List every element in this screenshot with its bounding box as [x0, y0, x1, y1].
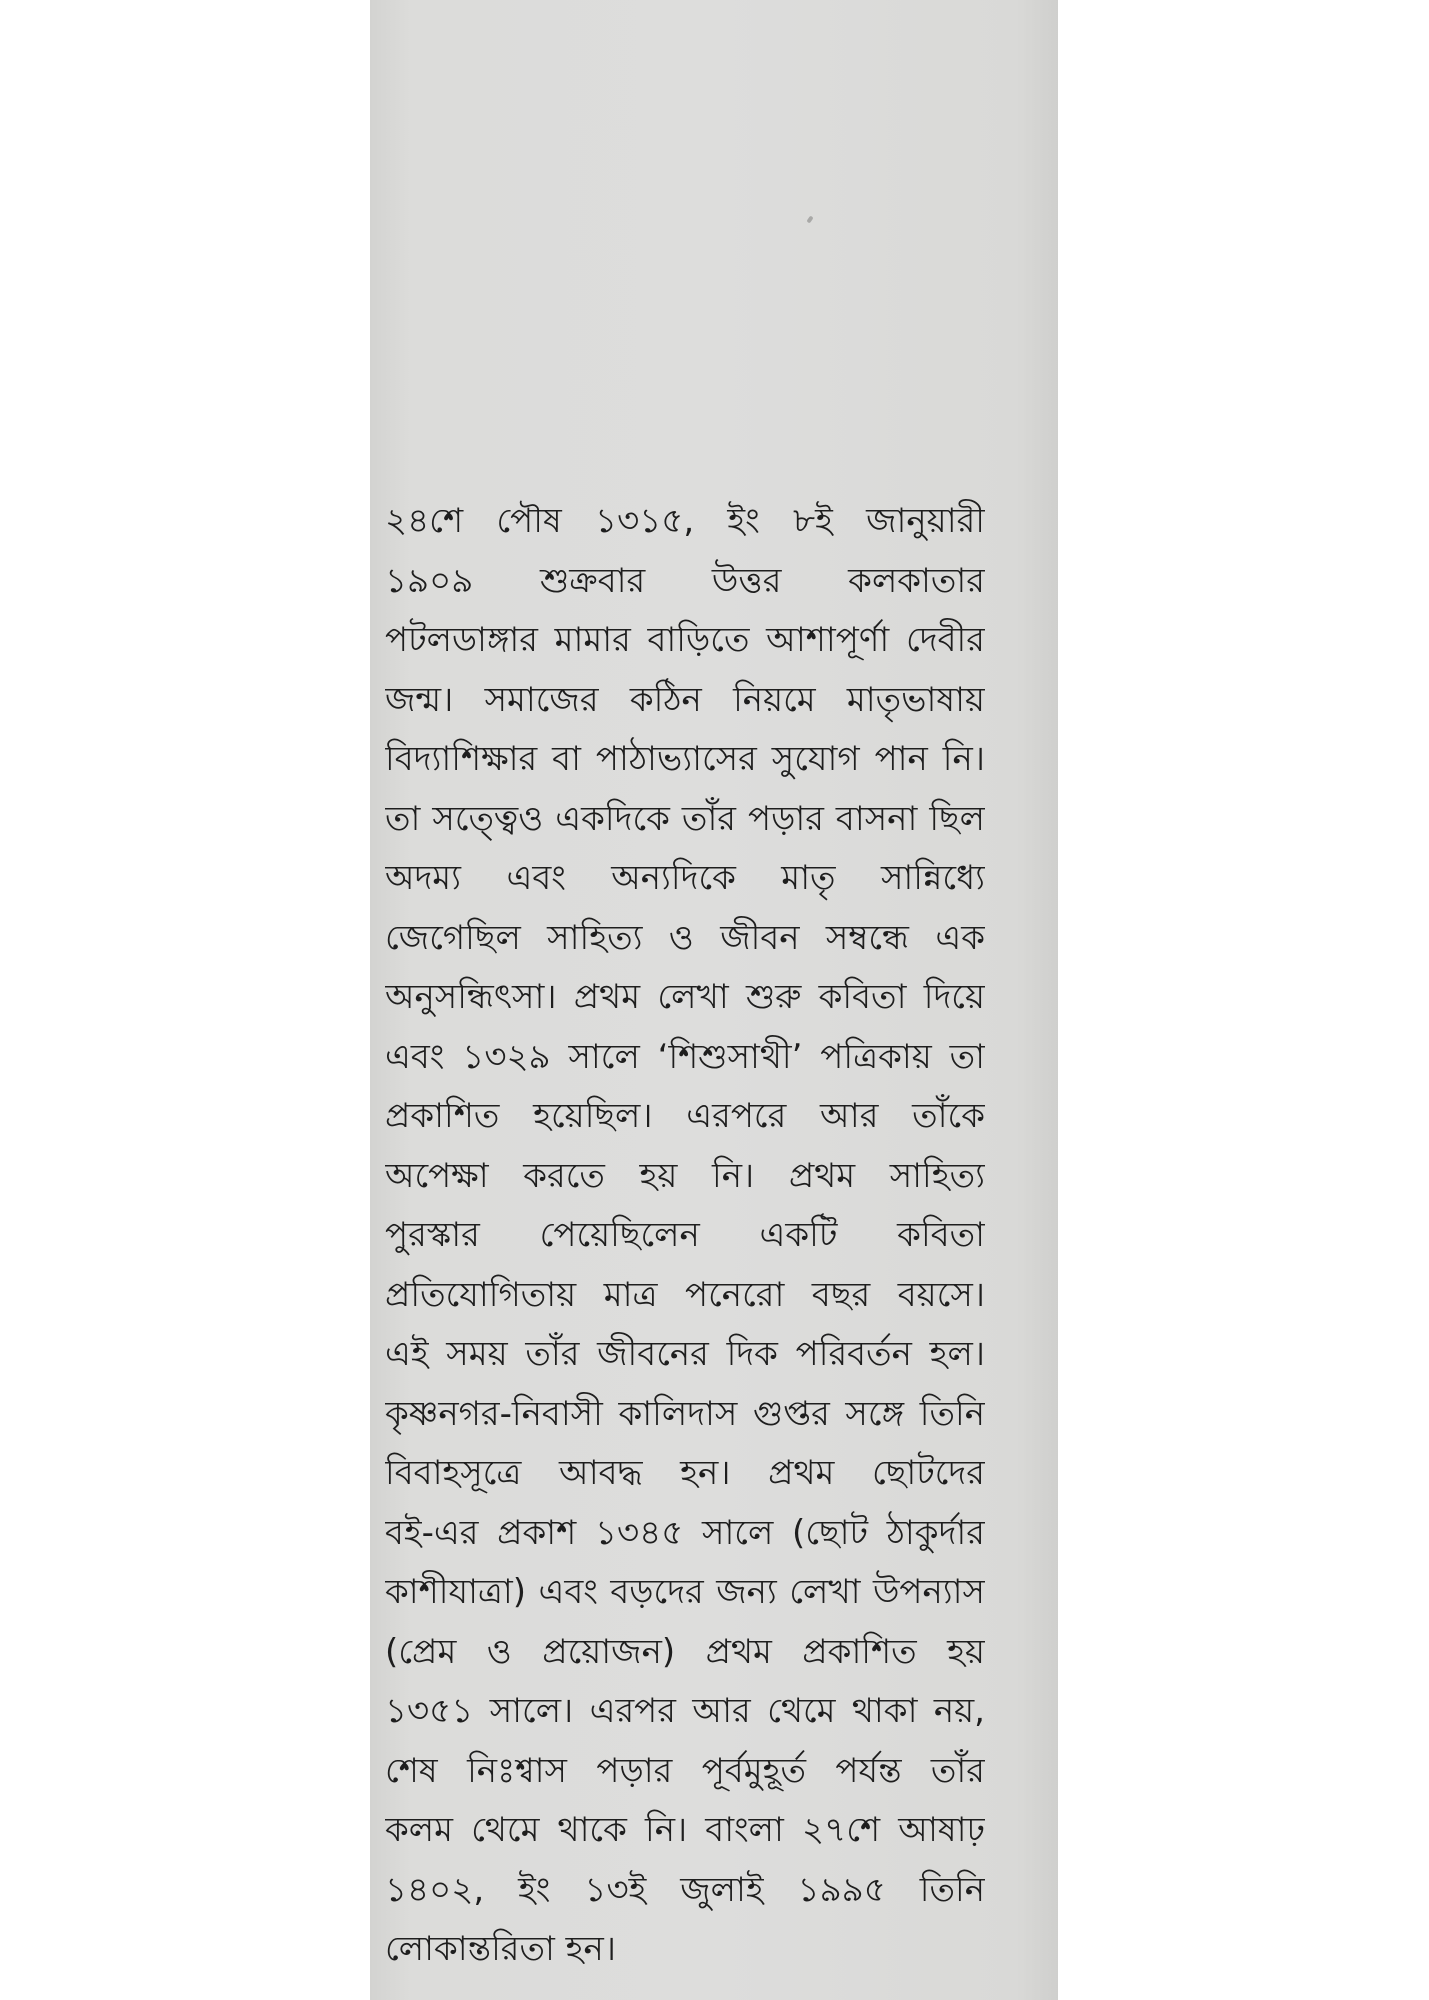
biography-line: লোকান্তরিতা হন।: [385, 1929, 616, 1969]
biography-line: ১৪০২, ইং ১৩ই জুলাই ১৯৯৫ তিনি: [385, 1869, 985, 1910]
biography-line: অপেক্ষা করতে হয় নি। প্রথম সাহিত্য: [385, 1155, 985, 1196]
biography-line: কলম থেমে থাকে নি। বাংলা ২৭শে আষাঢ়: [385, 1810, 985, 1850]
biography-line: জেগেছিল সাহিত্য ও জীবন সম্বন্ধে এক: [385, 917, 985, 958]
paper-speck: [806, 215, 813, 223]
biography-line: কৃষ্ণনগর-নিবাসী কালিদাস গুপ্তর সঙ্গে তিনি: [385, 1393, 985, 1434]
biography-line: এবং ১৩২৯ সালে ‘শিশুসাথী’ পত্রিকায় তা: [385, 1036, 985, 1077]
biography-line: কাশীযাত্রা) এবং বড়দের জন্য লেখা উপন্যাস: [385, 1572, 985, 1612]
biography-line: জন্ম। সমাজের কঠিন নিয়মে মাতৃভাষায়: [385, 679, 985, 720]
biography-line: প্রকাশিত হয়েছিল। এরপরে আর তাঁকে: [385, 1096, 985, 1136]
biography-line: অদম্য এবং অন্যদিকে মাতৃ সান্নিধ্যে: [385, 858, 985, 898]
biography-line: ১৩৫১ সালে। এরপর আর থেমে থাকা নয়,: [385, 1691, 985, 1731]
biography-line: ২৪শে পৌষ ১৩১৫, ইং ৮ই জানুয়ারী: [385, 501, 985, 541]
biography-line: (প্রেম ও প্রয়োজন) প্রথম প্রকাশিত হয়: [385, 1631, 985, 1672]
biography-line: তা সত্ত্বেও একদিকে তাঁর পড়ার বাসনা ছিল: [385, 798, 985, 839]
biography-line: এই সময় তাঁর জীবনের দিক পরিবর্তন হল।: [385, 1334, 985, 1374]
biography-line: বিবাহসূত্রে আবদ্ধ হন। প্রথম ছোটদের: [385, 1453, 985, 1493]
author-biography: [385, 492, 985, 1980]
biography-line: প্রতিযোগিতায় মাত্র পনেরো বছর বয়সে।: [385, 1274, 985, 1315]
biography-line: বিদ্যাশিক্ষার বা পাঠাভ্যাসের সুযোগ পান নি।: [385, 739, 985, 779]
biography-line: পটলডাঙ্গার মামার বাড়িতে আশাপূর্ণা দেবীর: [385, 620, 985, 660]
biography-line: বই-এর প্রকাশ ১৩৪৫ সালে (ছোট ঠাকুর্দার: [385, 1512, 985, 1553]
biography-line: শেষ নিঃশ্বাস পড়ার পূর্বমুহূর্ত পর্যন্ত তাঁর: [385, 1750, 985, 1791]
biography-line: পুরস্কার পেয়েছিলেন একটি কবিতা: [385, 1215, 985, 1255]
biography-line: অনুসন্ধিৎসা। প্রথম লেখা শুরু কবিতা দিয়ে: [385, 977, 985, 1017]
biography-line: ১৯০৯ শুক্রবার উত্তর কলকাতার: [385, 560, 985, 601]
